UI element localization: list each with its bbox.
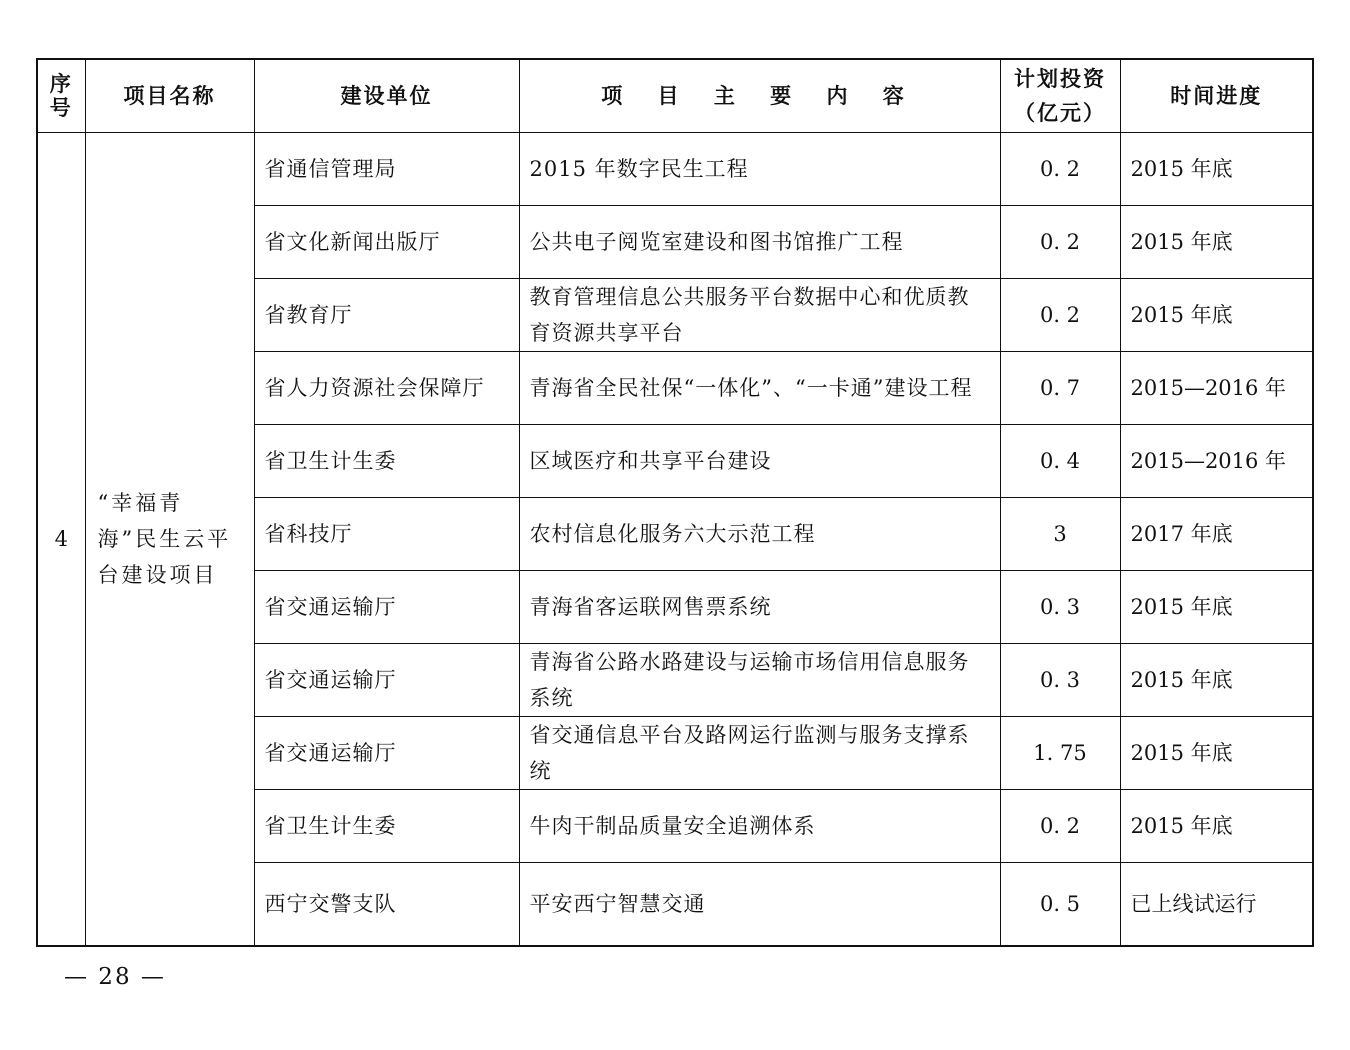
- cell-construction-unit: 省交通运输厅: [254, 571, 519, 644]
- cell-planned-investment: 3: [1000, 498, 1120, 571]
- cell-construction-unit: 省卫生计生委: [254, 425, 519, 498]
- cell-main-content: 青海省客运联网售票系统: [519, 571, 1000, 644]
- cell-planned-investment: 0. 3: [1000, 571, 1120, 644]
- cell-schedule: 2015—2016 年: [1120, 352, 1313, 425]
- table-row: [37, 133, 1313, 206]
- table-body: [37, 133, 1313, 947]
- header-investment-unit: （亿元）: [1014, 101, 1106, 125]
- cell-planned-investment: 0. 2: [1000, 279, 1120, 352]
- cell-schedule: 2015 年底: [1120, 717, 1313, 790]
- cell-planned-investment: 0. 3: [1000, 644, 1120, 717]
- cell-main-content: 教育管理信息公共服务平台数据中心和优质教育资源共享平台: [519, 279, 1000, 352]
- cell-main-content: 2015 年数字民生工程: [519, 133, 1000, 206]
- cell-seq: 4: [37, 133, 85, 947]
- cell-planned-investment: 0. 5: [1000, 863, 1120, 947]
- cell-planned-investment: 1. 75: [1000, 717, 1120, 790]
- cell-schedule: 2015 年底: [1120, 790, 1313, 863]
- cell-schedule: 2015—2016 年: [1120, 425, 1313, 498]
- header-schedule: 时间进度: [1120, 59, 1313, 133]
- cell-main-content: 平安西宁智慧交通: [519, 863, 1000, 947]
- cell-schedule: 2015 年底: [1120, 133, 1313, 206]
- cell-construction-unit: 省卫生计生委: [254, 790, 519, 863]
- header-main-content: 项 目 主 要 内 容: [519, 59, 1000, 133]
- cell-project-name: “幸福青海”民生云平台建设项目: [85, 133, 254, 947]
- header-project-name: 项目名称: [85, 59, 254, 133]
- cell-construction-unit: 省科技厅: [254, 498, 519, 571]
- cell-planned-investment: 0. 2: [1000, 206, 1120, 279]
- cell-planned-investment: 0. 2: [1000, 790, 1120, 863]
- cell-construction-unit: 省交通运输厅: [254, 717, 519, 790]
- header-construction-unit: 建设单位: [254, 59, 519, 133]
- cell-main-content: 牛肉干制品质量安全追溯体系: [519, 790, 1000, 863]
- cell-planned-investment: 0. 4: [1000, 425, 1120, 498]
- cell-planned-investment: 0. 2: [1000, 133, 1120, 206]
- cell-planned-investment: 0. 7: [1000, 352, 1120, 425]
- cell-schedule: 已上线试运行: [1120, 863, 1313, 947]
- project-table: [36, 58, 1314, 947]
- cell-construction-unit: 省教育厅: [254, 279, 519, 352]
- cell-construction-unit: 省文化新闻出版厅: [254, 206, 519, 279]
- cell-schedule: 2015 年底: [1120, 644, 1313, 717]
- cell-main-content: 公共电子阅览室建设和图书馆推广工程: [519, 206, 1000, 279]
- header-planned-investment: [1000, 59, 1120, 133]
- table-header-row: [37, 59, 1313, 133]
- cell-main-content: 青海省全民社保“一体化”、“一卡通”建设工程: [519, 352, 1000, 425]
- header-seq: 序号: [37, 59, 85, 133]
- cell-schedule: 2015 年底: [1120, 206, 1313, 279]
- cell-main-content: 省交通信息平台及路网运行监测与服务支撑系统: [519, 717, 1000, 790]
- cell-construction-unit: 省通信管理局: [254, 133, 519, 206]
- cell-main-content: 青海省公路水路建设与运输市场信用信息服务系统: [519, 644, 1000, 717]
- cell-main-content: 区域医疗和共享平台建设: [519, 425, 1000, 498]
- cell-construction-unit: 省人力资源社会保障厅: [254, 352, 519, 425]
- cell-schedule: 2015 年底: [1120, 279, 1313, 352]
- cell-schedule: 2015 年底: [1120, 571, 1313, 644]
- cell-construction-unit: 省交通运输厅: [254, 644, 519, 717]
- header-investment-label: 计划投资: [1014, 67, 1106, 91]
- cell-construction-unit: 西宁交警支队: [254, 863, 519, 947]
- cell-main-content: 农村信息化服务六大示范工程: [519, 498, 1000, 571]
- cell-schedule: 2017 年底: [1120, 498, 1313, 571]
- page-number: — 28 —: [64, 964, 166, 990]
